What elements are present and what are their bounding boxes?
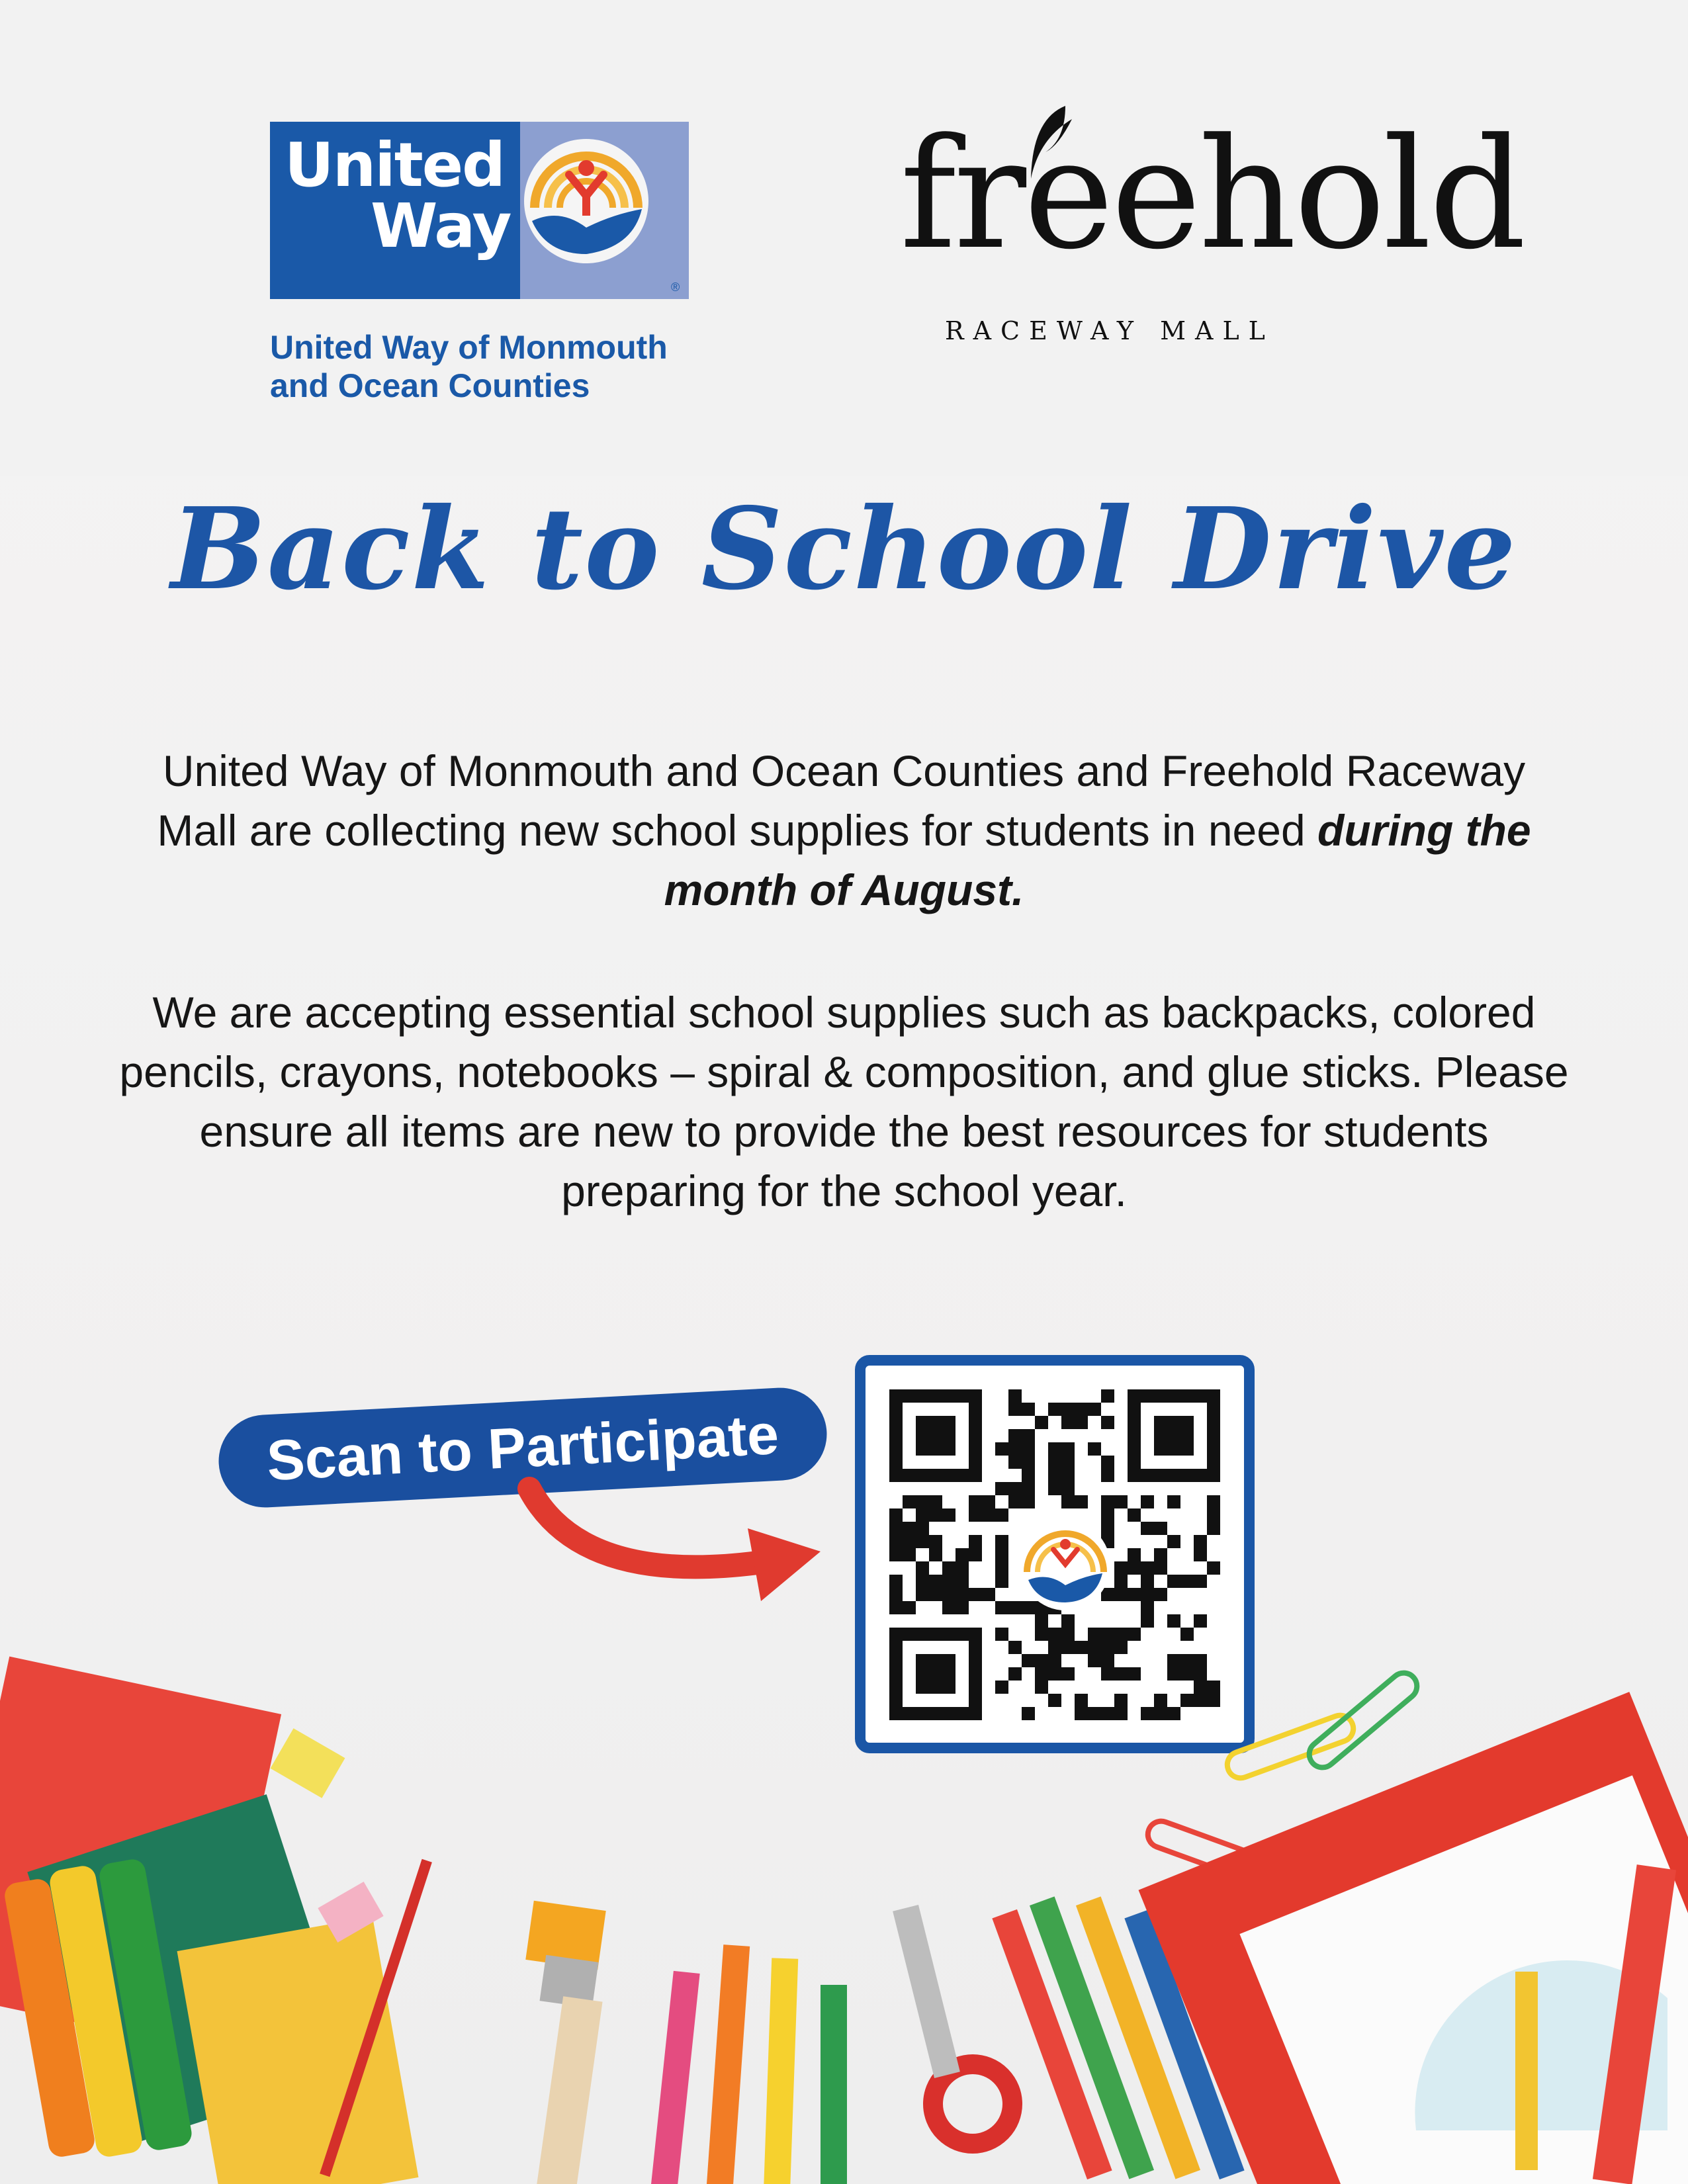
united-way-emblem-icon [520, 122, 689, 299]
intro-text: United Way of Monmouth and Ocean Counties and Freehold Raceway Mall are collecting new school supplies for students in need [157, 746, 1526, 855]
united-way-qr-emblem-icon [1019, 1519, 1112, 1612]
school-supplies-illustration [0, 1628, 1688, 2184]
united-way-subtitle-line2: and Ocean Counties [270, 367, 590, 404]
scan-to-participate-label: Scan to Participate [216, 1385, 829, 1510]
united-way-wordmark-line2: Way [371, 191, 511, 261]
united-way-wordmark-line1: United [285, 130, 504, 200]
svg-text:®: ® [671, 281, 680, 294]
intro-paragraph [119, 741, 1569, 920]
united-way-subtitle [270, 328, 668, 405]
united-way-subtitle-line1: United Way of Monmouth [270, 329, 668, 366]
united-way-logo [270, 122, 689, 299]
supplies-paragraph: We are accepting essential school supplies such as backpacks, colored pencils, crayons, notebooks – spiral & composition, and glue sticks. Please ensure all items are new to provide the best resources for students preparing for the school year. [119, 988, 1569, 1215]
arrow-icon [503, 1475, 834, 1621]
freehold-tagline: RACEWAY MALL [945, 316, 1274, 345]
united-way-emblem-panel [520, 122, 689, 299]
united-way-wordmark [285, 130, 511, 261]
intro-emphasis: during the month of August. [664, 806, 1531, 914]
page-title: Back to School Drive [171, 483, 1517, 615]
freehold-wordmark: freehold [900, 107, 1524, 283]
